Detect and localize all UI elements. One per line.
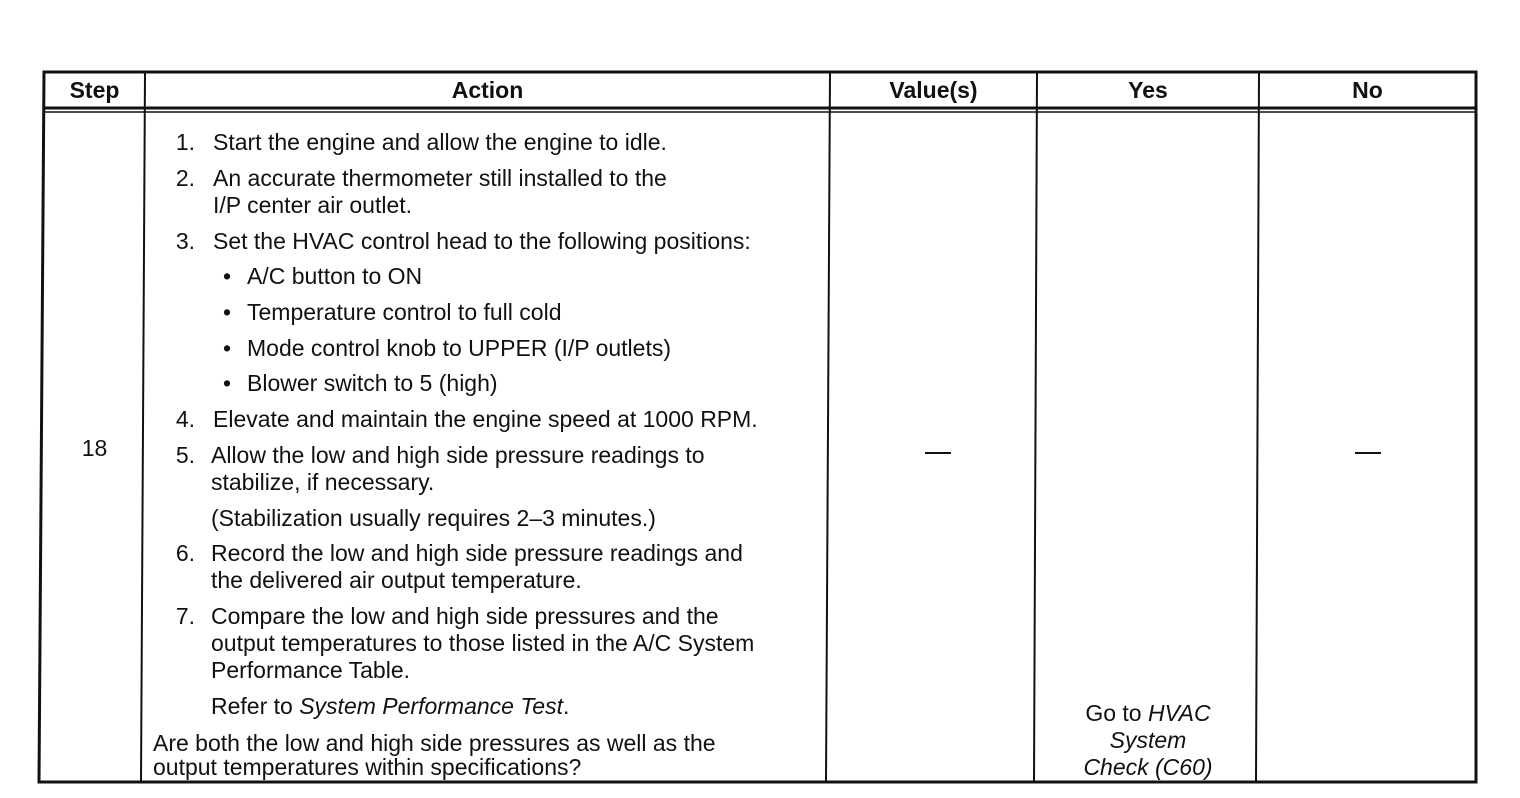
step-5-number: 5. [175,442,195,468]
step-1-number: 1. [175,129,195,155]
step-5-text-line-2: stabilize, if necessary. [211,469,435,495]
header-action: Action [451,77,524,103]
step-2-text-line-1: An accurate thermometer still installed to the [213,165,667,191]
step-7-number: 7. [175,603,195,629]
refer-suffix: . [562,693,570,719]
yes-line-1 [1037,700,1259,727]
bullet-icon: • [223,263,232,289]
bullet-item-3: Mode control knob to UPPER (I/P outlets) [247,335,671,361]
hvac-system-check-reference: HVAC [1148,700,1211,726]
bullet-item-2: Temperature control to full cold [247,299,562,325]
step-7-text-line-3: Performance Table. [211,657,411,683]
stabilization-note: (Stabilization usually requires 2–3 minutes.) [211,505,656,531]
step-6-text-line-1: Record the low and high side pressure readings and [211,540,743,566]
values-dash [925,452,951,454]
step-2-number: 2. [175,165,195,191]
step-6-number: 6. [175,540,195,566]
refer-prefix: Refer to [211,693,300,719]
header-values: Value(s) [889,77,978,103]
bullet-icon: • [223,370,232,396]
question-line-1: Are both the low and high side pressures as well as the [153,730,716,756]
question-line-2: output temperatures within specifications? [153,754,582,780]
bullet-icon: • [223,299,232,325]
header-yes: Yes [1128,77,1168,103]
step-number: 18 [81,435,108,461]
step-7-text-line-1: Compare the low and high side pressures and the [211,603,719,629]
step-6-text-line-2: the delivered air output temperature. [211,567,582,593]
system-performance-test-reference: System Performance Test [299,693,563,719]
step-1-text: Start the engine and allow the engine to idle. [213,129,667,155]
yes-line-2: System [1109,727,1187,753]
bullet-icon: • [223,335,232,361]
step-3-number: 3. [175,228,195,254]
yes-line-3: Check (C60) [1083,754,1213,780]
step-4-text: Elevate and maintain the engine speed at 1000 RPM. [213,406,758,432]
step-3-text: Set the HVAC control head to the following positions: [213,228,751,254]
bullet-item-4: Blower switch to 5 (high) [247,370,498,396]
bullet-item-1: A/C button to ON [247,263,423,289]
no-dash [1355,452,1381,454]
step-4-number: 4. [175,406,195,432]
header-step: Step [69,77,120,103]
step-5-text-line-1: Allow the low and high side pressure readings to [211,442,705,468]
step-7-text-line-2: output temperatures to those listed in the A/C System [211,630,755,656]
yes-prefix: Go to [1085,700,1148,726]
refer-to-text [211,693,569,720]
step-2-text-line-2: I/P center air outlet. [213,192,413,218]
header-no: No [1352,77,1383,103]
